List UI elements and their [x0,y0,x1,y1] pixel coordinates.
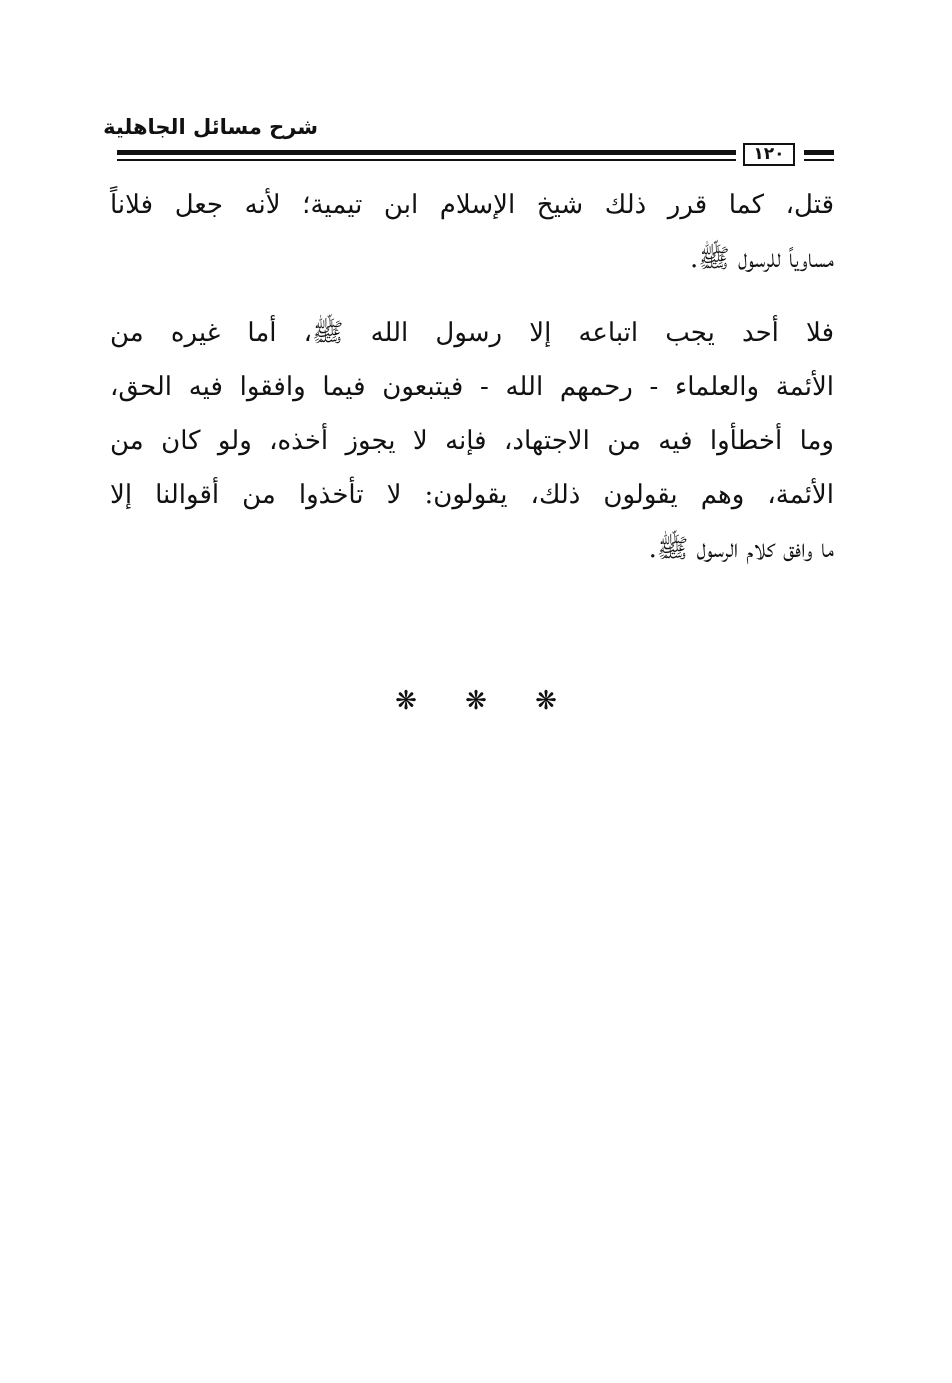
text-line: الأئمة، وهم يقولون ذلك، يقولون: لا تأخذوا من أقوالنا إلا [110,480,834,510]
text-line: ما وافق كلام الرسول ﷺ. [648,534,834,564]
paragraph-gap [110,286,834,306]
star-ornament-icon: ❋ [535,686,557,716]
header-rule-thin [117,159,736,161]
header-dash-thick [804,150,834,155]
running-title: شرح مسائل الجاهلية [103,115,318,139]
text-line: فلا أحد يجب اتباعه إلا رسول الله ﷺ، أما غيره من [110,318,834,348]
star-ornament-icon: ❋ [395,686,417,716]
header-rule-thick [117,150,736,155]
text-line: وما أخطأوا فيه من الاجتهاد، فإنه لا يجوز أخذه، ولو كان من [110,426,834,456]
header-dash-thin [804,159,834,161]
body-text [110,178,834,576]
page-number: ١٢٠ [743,143,795,166]
text-line: قتل، كما قرر ذلك شيخ الإسلام ابن تيمية؛ لأنه جعل فلاناً [110,190,834,220]
paragraph-2 [110,306,834,576]
section-separator [376,683,576,719]
paragraph-1 [110,178,834,286]
text-line: الأئمة والعلماء - رحمهم الله - فيتبعون فيما وافقوا فيه الحق، [110,372,834,402]
text-line: مساوياً للرسول ﷺ. [690,244,834,274]
star-ornament-icon: ❋ [465,686,487,716]
